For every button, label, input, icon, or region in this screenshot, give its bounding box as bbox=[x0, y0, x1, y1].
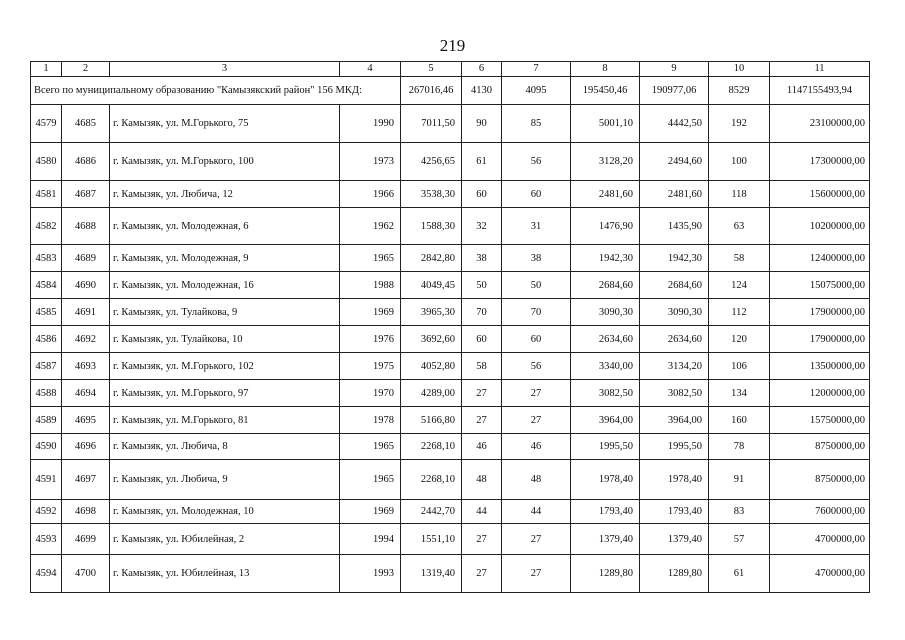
table-row bbox=[31, 143, 870, 181]
cell-year: 1965 bbox=[340, 245, 401, 272]
cell-cost: 15750000,00 bbox=[770, 407, 870, 434]
cell-col8: 1978,40 bbox=[571, 460, 640, 500]
cell-index: 4586 bbox=[31, 326, 62, 353]
cell-cost: 13500000,00 bbox=[770, 353, 870, 380]
column-number: 2 bbox=[62, 62, 110, 77]
cell-id: 4700 bbox=[62, 555, 110, 593]
cell-area: 5166,80 bbox=[401, 407, 462, 434]
cell-address: г. Камызяк, ул. Любича, 8 bbox=[110, 434, 340, 460]
cell-col8: 1476,90 bbox=[571, 208, 640, 245]
table-row bbox=[31, 299, 870, 326]
cell-year: 1976 bbox=[340, 326, 401, 353]
cell-col9: 1379,40 bbox=[640, 524, 709, 555]
cell-col10: 120 bbox=[709, 326, 770, 353]
page-number: 219 bbox=[439, 36, 466, 55]
cell-year: 1988 bbox=[340, 272, 401, 299]
cell-col7: 27 bbox=[502, 555, 571, 593]
cell-col10: 124 bbox=[709, 272, 770, 299]
cell-year: 1978 bbox=[340, 407, 401, 434]
cell-col6: 60 bbox=[462, 181, 502, 208]
total-cell: 4130 bbox=[462, 77, 502, 105]
cell-col10: 106 bbox=[709, 353, 770, 380]
cell-area: 3538,30 bbox=[401, 181, 462, 208]
cell-col8: 3090,30 bbox=[571, 299, 640, 326]
cell-col10: 63 bbox=[709, 208, 770, 245]
cell-col7: 46 bbox=[502, 434, 571, 460]
cell-cost: 17900000,00 bbox=[770, 326, 870, 353]
cell-col10: 160 bbox=[709, 407, 770, 434]
cell-id: 4695 bbox=[62, 407, 110, 434]
table-row bbox=[31, 460, 870, 500]
cell-col9: 3134,20 bbox=[640, 353, 709, 380]
total-cell: 190977,06 bbox=[640, 77, 709, 105]
cell-col10: 57 bbox=[709, 524, 770, 555]
cell-col6: 90 bbox=[462, 105, 502, 143]
cell-address: г. Камызяк, ул. М.Горького, 75 bbox=[110, 105, 340, 143]
total-cell: 4095 bbox=[502, 77, 571, 105]
cell-index: 4583 bbox=[31, 245, 62, 272]
cell-address: г. Камызяк, ул. Молодежная, 9 bbox=[110, 245, 340, 272]
cell-id: 4697 bbox=[62, 460, 110, 500]
cell-address: г. Камызяк, ул. М.Горького, 102 bbox=[110, 353, 340, 380]
cell-index: 4594 bbox=[31, 555, 62, 593]
cell-col8: 1793,40 bbox=[571, 500, 640, 524]
cell-col8: 1942,30 bbox=[571, 245, 640, 272]
cell-col8: 3340,00 bbox=[571, 353, 640, 380]
cell-address: г. Камызяк, ул. М.Горького, 81 bbox=[110, 407, 340, 434]
cell-index: 4590 bbox=[31, 434, 62, 460]
cell-col8: 3082,50 bbox=[571, 380, 640, 407]
column-number-row bbox=[31, 62, 870, 77]
cell-col8: 1289,80 bbox=[571, 555, 640, 593]
cell-year: 1969 bbox=[340, 299, 401, 326]
cell-col10: 100 bbox=[709, 143, 770, 181]
cell-year: 1969 bbox=[340, 500, 401, 524]
table-row bbox=[31, 407, 870, 434]
cell-id: 4690 bbox=[62, 272, 110, 299]
cell-col6: 61 bbox=[462, 143, 502, 181]
cell-index: 4584 bbox=[31, 272, 62, 299]
cell-col6: 60 bbox=[462, 326, 502, 353]
cell-cost: 15075000,00 bbox=[770, 272, 870, 299]
table-row bbox=[31, 326, 870, 353]
cell-area: 2842,80 bbox=[401, 245, 462, 272]
cell-cost: 4700000,00 bbox=[770, 524, 870, 555]
cell-area: 3965,30 bbox=[401, 299, 462, 326]
cell-address: г. Камызяк, ул. Молодежная, 10 bbox=[110, 500, 340, 524]
cell-year: 1993 bbox=[340, 555, 401, 593]
cell-address: г. Камызяк, ул. М.Горького, 100 bbox=[110, 143, 340, 181]
cell-col7: 27 bbox=[502, 407, 571, 434]
cell-col6: 70 bbox=[462, 299, 502, 326]
cell-col6: 27 bbox=[462, 555, 502, 593]
table-row bbox=[31, 245, 870, 272]
column-number: 10 bbox=[709, 62, 770, 77]
cell-id: 4688 bbox=[62, 208, 110, 245]
cell-id: 4692 bbox=[62, 326, 110, 353]
table-row bbox=[31, 181, 870, 208]
table-row bbox=[31, 555, 870, 593]
column-number: 3 bbox=[110, 62, 340, 77]
total-row bbox=[31, 77, 870, 105]
cell-id: 4694 bbox=[62, 380, 110, 407]
column-number: 1 bbox=[31, 62, 62, 77]
cell-col9: 2481,60 bbox=[640, 181, 709, 208]
cell-col9: 1289,80 bbox=[640, 555, 709, 593]
cell-address: г. Камызяк, ул. М.Горького, 97 bbox=[110, 380, 340, 407]
cell-col6: 44 bbox=[462, 500, 502, 524]
cell-col9: 2494,60 bbox=[640, 143, 709, 181]
cell-index: 4582 bbox=[31, 208, 62, 245]
cell-col10: 118 bbox=[709, 181, 770, 208]
cell-cost: 12000000,00 bbox=[770, 380, 870, 407]
cell-cost: 12400000,00 bbox=[770, 245, 870, 272]
cell-col10: 112 bbox=[709, 299, 770, 326]
cell-cost: 15600000,00 bbox=[770, 181, 870, 208]
table-body bbox=[31, 62, 870, 593]
cell-col9: 4442,50 bbox=[640, 105, 709, 143]
cell-area: 1551,10 bbox=[401, 524, 462, 555]
cell-index: 4579 bbox=[31, 105, 62, 143]
cell-area: 3692,60 bbox=[401, 326, 462, 353]
table-row bbox=[31, 208, 870, 245]
cell-area: 4052,80 bbox=[401, 353, 462, 380]
cell-col6: 48 bbox=[462, 460, 502, 500]
cell-address: г. Камызяк, ул. Любича, 12 bbox=[110, 181, 340, 208]
column-number: 6 bbox=[462, 62, 502, 77]
cell-year: 1994 bbox=[340, 524, 401, 555]
table-row bbox=[31, 500, 870, 524]
cell-area: 4049,45 bbox=[401, 272, 462, 299]
cell-cost: 8750000,00 bbox=[770, 434, 870, 460]
cell-col6: 27 bbox=[462, 380, 502, 407]
cell-col8: 1995,50 bbox=[571, 434, 640, 460]
cell-col7: 48 bbox=[502, 460, 571, 500]
cell-cost: 17900000,00 bbox=[770, 299, 870, 326]
cell-cost: 23100000,00 bbox=[770, 105, 870, 143]
cell-area: 2442,70 bbox=[401, 500, 462, 524]
cell-address: г. Камызяк, ул. Молодежная, 6 bbox=[110, 208, 340, 245]
cell-col8: 1379,40 bbox=[571, 524, 640, 555]
cell-col7: 60 bbox=[502, 181, 571, 208]
cell-index: 4588 bbox=[31, 380, 62, 407]
cell-index: 4589 bbox=[31, 407, 62, 434]
cell-col7: 56 bbox=[502, 353, 571, 380]
cell-year: 1975 bbox=[340, 353, 401, 380]
table-row bbox=[31, 272, 870, 299]
cell-year: 1970 bbox=[340, 380, 401, 407]
column-number: 4 bbox=[340, 62, 401, 77]
cell-cost: 7600000,00 bbox=[770, 500, 870, 524]
cell-col10: 58 bbox=[709, 245, 770, 272]
cell-cost: 10200000,00 bbox=[770, 208, 870, 245]
cell-year: 1965 bbox=[340, 434, 401, 460]
cell-col9: 3090,30 bbox=[640, 299, 709, 326]
cell-address: г. Камызяк, ул. Тулайкова, 9 bbox=[110, 299, 340, 326]
cell-col10: 78 bbox=[709, 434, 770, 460]
cell-col7: 56 bbox=[502, 143, 571, 181]
table-row bbox=[31, 105, 870, 143]
cell-col7: 85 bbox=[502, 105, 571, 143]
table-row bbox=[31, 380, 870, 407]
cell-col8: 3964,00 bbox=[571, 407, 640, 434]
cell-address: г. Камызяк, ул. Юбилейная, 2 bbox=[110, 524, 340, 555]
cell-col7: 27 bbox=[502, 524, 571, 555]
table-row bbox=[31, 353, 870, 380]
cell-col7: 44 bbox=[502, 500, 571, 524]
cell-address: г. Камызяк, ул. Юбилейная, 13 bbox=[110, 555, 340, 593]
total-cell: 1147155493,94 bbox=[770, 77, 870, 105]
cell-address: г. Камызяк, ул. Молодежная, 16 bbox=[110, 272, 340, 299]
total-cell: 195450,46 bbox=[571, 77, 640, 105]
cell-id: 4698 bbox=[62, 500, 110, 524]
cell-cost: 4700000,00 bbox=[770, 555, 870, 593]
cell-col6: 38 bbox=[462, 245, 502, 272]
cell-id: 4687 bbox=[62, 181, 110, 208]
cell-index: 4593 bbox=[31, 524, 62, 555]
column-number: 5 bbox=[401, 62, 462, 77]
cell-id: 4686 bbox=[62, 143, 110, 181]
cell-id: 4689 bbox=[62, 245, 110, 272]
cell-address: г. Камызяк, ул. Любича, 9 bbox=[110, 460, 340, 500]
cell-col9: 1942,30 bbox=[640, 245, 709, 272]
cell-col8: 2481,60 bbox=[571, 181, 640, 208]
table-row bbox=[31, 434, 870, 460]
cell-index: 4592 bbox=[31, 500, 62, 524]
cell-id: 4693 bbox=[62, 353, 110, 380]
cell-id: 4685 bbox=[62, 105, 110, 143]
housing-registry-table bbox=[30, 61, 870, 593]
cell-id: 4699 bbox=[62, 524, 110, 555]
cell-col9: 1995,50 bbox=[640, 434, 709, 460]
cell-col9: 3082,50 bbox=[640, 380, 709, 407]
cell-col10: 61 bbox=[709, 555, 770, 593]
cell-col10: 192 bbox=[709, 105, 770, 143]
column-number: 7 bbox=[502, 62, 571, 77]
cell-col9: 1435,90 bbox=[640, 208, 709, 245]
cell-cost: 8750000,00 bbox=[770, 460, 870, 500]
cell-area: 1588,30 bbox=[401, 208, 462, 245]
cell-area: 4256,65 bbox=[401, 143, 462, 181]
cell-col8: 5001,10 bbox=[571, 105, 640, 143]
cell-cost: 17300000,00 bbox=[770, 143, 870, 181]
cell-area: 2268,10 bbox=[401, 460, 462, 500]
cell-col6: 27 bbox=[462, 407, 502, 434]
cell-col8: 3128,20 bbox=[571, 143, 640, 181]
total-cell: 8529 bbox=[709, 77, 770, 105]
cell-col6: 46 bbox=[462, 434, 502, 460]
total-label: Всего по муниципальному образованию "Камызякский район" 156 МКД: bbox=[31, 77, 401, 105]
cell-id: 4691 bbox=[62, 299, 110, 326]
cell-area: 4289,00 bbox=[401, 380, 462, 407]
cell-year: 1973 bbox=[340, 143, 401, 181]
cell-col9: 1978,40 bbox=[640, 460, 709, 500]
cell-col9: 1793,40 bbox=[640, 500, 709, 524]
cell-address: г. Камызяк, ул. Тулайкова, 10 bbox=[110, 326, 340, 353]
column-number: 11 bbox=[770, 62, 870, 77]
cell-year: 1966 bbox=[340, 181, 401, 208]
cell-id: 4696 bbox=[62, 434, 110, 460]
cell-col7: 60 bbox=[502, 326, 571, 353]
cell-col7: 27 bbox=[502, 380, 571, 407]
cell-col6: 27 bbox=[462, 524, 502, 555]
cell-col6: 58 bbox=[462, 353, 502, 380]
cell-col6: 32 bbox=[462, 208, 502, 245]
cell-year: 1965 bbox=[340, 460, 401, 500]
cell-col10: 134 bbox=[709, 380, 770, 407]
cell-col7: 70 bbox=[502, 299, 571, 326]
cell-col10: 91 bbox=[709, 460, 770, 500]
cell-col9: 3964,00 bbox=[640, 407, 709, 434]
cell-area: 7011,50 bbox=[401, 105, 462, 143]
table-row bbox=[31, 524, 870, 555]
cell-col7: 38 bbox=[502, 245, 571, 272]
cell-col6: 50 bbox=[462, 272, 502, 299]
cell-year: 1990 bbox=[340, 105, 401, 143]
cell-index: 4591 bbox=[31, 460, 62, 500]
cell-col10: 83 bbox=[709, 500, 770, 524]
cell-area: 2268,10 bbox=[401, 434, 462, 460]
cell-col8: 2684,60 bbox=[571, 272, 640, 299]
cell-index: 4580 bbox=[31, 143, 62, 181]
cell-col7: 31 bbox=[502, 208, 571, 245]
cell-index: 4581 bbox=[31, 181, 62, 208]
cell-index: 4587 bbox=[31, 353, 62, 380]
cell-year: 1962 bbox=[340, 208, 401, 245]
cell-col7: 50 bbox=[502, 272, 571, 299]
column-number: 8 bbox=[571, 62, 640, 77]
cell-col9: 2684,60 bbox=[640, 272, 709, 299]
total-cell: 267016,46 bbox=[401, 77, 462, 105]
column-number: 9 bbox=[640, 62, 709, 77]
cell-col8: 2634,60 bbox=[571, 326, 640, 353]
cell-area: 1319,40 bbox=[401, 555, 462, 593]
cell-index: 4585 bbox=[31, 299, 62, 326]
cell-col9: 2634,60 bbox=[640, 326, 709, 353]
